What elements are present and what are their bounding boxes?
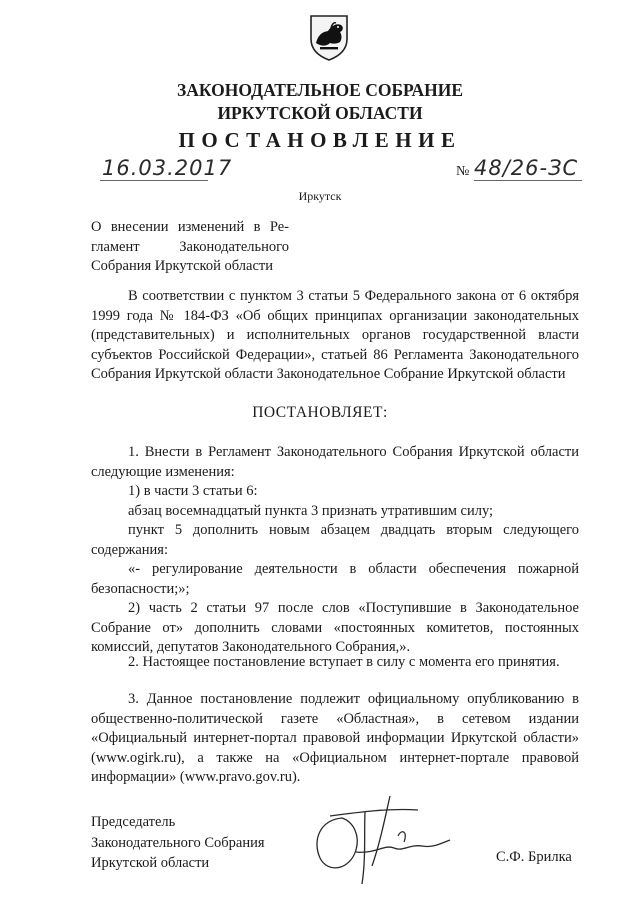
subject-line: Собрания Иркутской области (91, 258, 273, 274)
organization-name-line2: ИРКУТСКОЙ ОБЛАСТИ (217, 103, 423, 123)
clause-2: 2. Настоящее постановление вступает в силу с момента его принятия. (128, 654, 560, 670)
organization-name-line1: ЗАКОНОДАТЕЛЬНОЕ СОБРАНИЕ (176, 80, 464, 100)
handwritten-signature (290, 788, 460, 888)
subject-line: гламент Законодательного (91, 238, 289, 255)
subject-line: О внесении изменений в Ре- (91, 219, 289, 235)
signer-title-line: Председатель (91, 814, 176, 830)
signer-title-line: Законодательного Собрания (91, 834, 265, 851)
number-underline (474, 180, 582, 181)
clause-3: 3. Данное постановление подлежит официальному опубликованию в общественно-политической газете «Областная», в сетевом издании «Официальный интернет-портал правовой информации Иркутской области» (www.ogirk.ru), а также на «Официальном интернет-портале правовой информации» (www.pravo.gov.ru). (91, 691, 579, 785)
date-underline (100, 180, 208, 181)
preamble (91, 287, 579, 385)
city-name: Иркутск (298, 189, 342, 203)
document-number: 48/26-ЗС (474, 156, 579, 180)
clause-1-block (91, 443, 579, 658)
irkutsk-coat-of-arms-icon (307, 13, 351, 61)
clause-1-1-a: абзац восемнадцатый пункта 3 признать утратившим силу; (128, 502, 494, 519)
signer-name: С.Ф. Брилка (496, 849, 572, 865)
document-subject (91, 218, 289, 277)
clause-3-block (91, 690, 579, 788)
clause-1: 1. Внести в Регламент Законодательного Собрания Иркутской области следующие изменения: (91, 444, 579, 480)
signer-title-line: Иркутской области (91, 855, 210, 871)
clause-1-1-b: пункт 5 дополнить новым абзацем двадцать вторым следующего содержания: (91, 522, 579, 558)
clause-1-2: 2) часть 2 статьи 97 после слов «Поступившие в Законодательное Собрание от» дополнить словами «постоянных комитетов, постоянных комиссий, депутатов Законодательного Собрания,». (91, 600, 579, 655)
document-type-title: ПОСТАНОВЛЕНИЕ (178, 128, 462, 152)
decree-word: ПОСТАНОВЛЯЕТ: (252, 404, 388, 421)
clause-1-1-c: «- регулирование деятельности в области обеспечения пожарной безопасности;»; (91, 561, 579, 597)
document-date: 16.03.2017 (102, 156, 233, 180)
number-label: № (456, 164, 470, 179)
preamble-text: В соответствии с пунктом 3 статьи 5 Федерального закона от 6 октября 1999 года № 184-ФЗ «Об общих принципах организации законодательных (представительных) и исполнительных органов государственной власти субъектов Российской Федерации», статьей 86 Регламента Законодательного Собрания Иркутской области Законодательное Собрание Иркутской области (91, 288, 579, 382)
signer-title (91, 812, 265, 874)
clause-1-1: 1) в части 3 статьи 6: (128, 483, 258, 499)
clause-2-block (91, 653, 579, 673)
